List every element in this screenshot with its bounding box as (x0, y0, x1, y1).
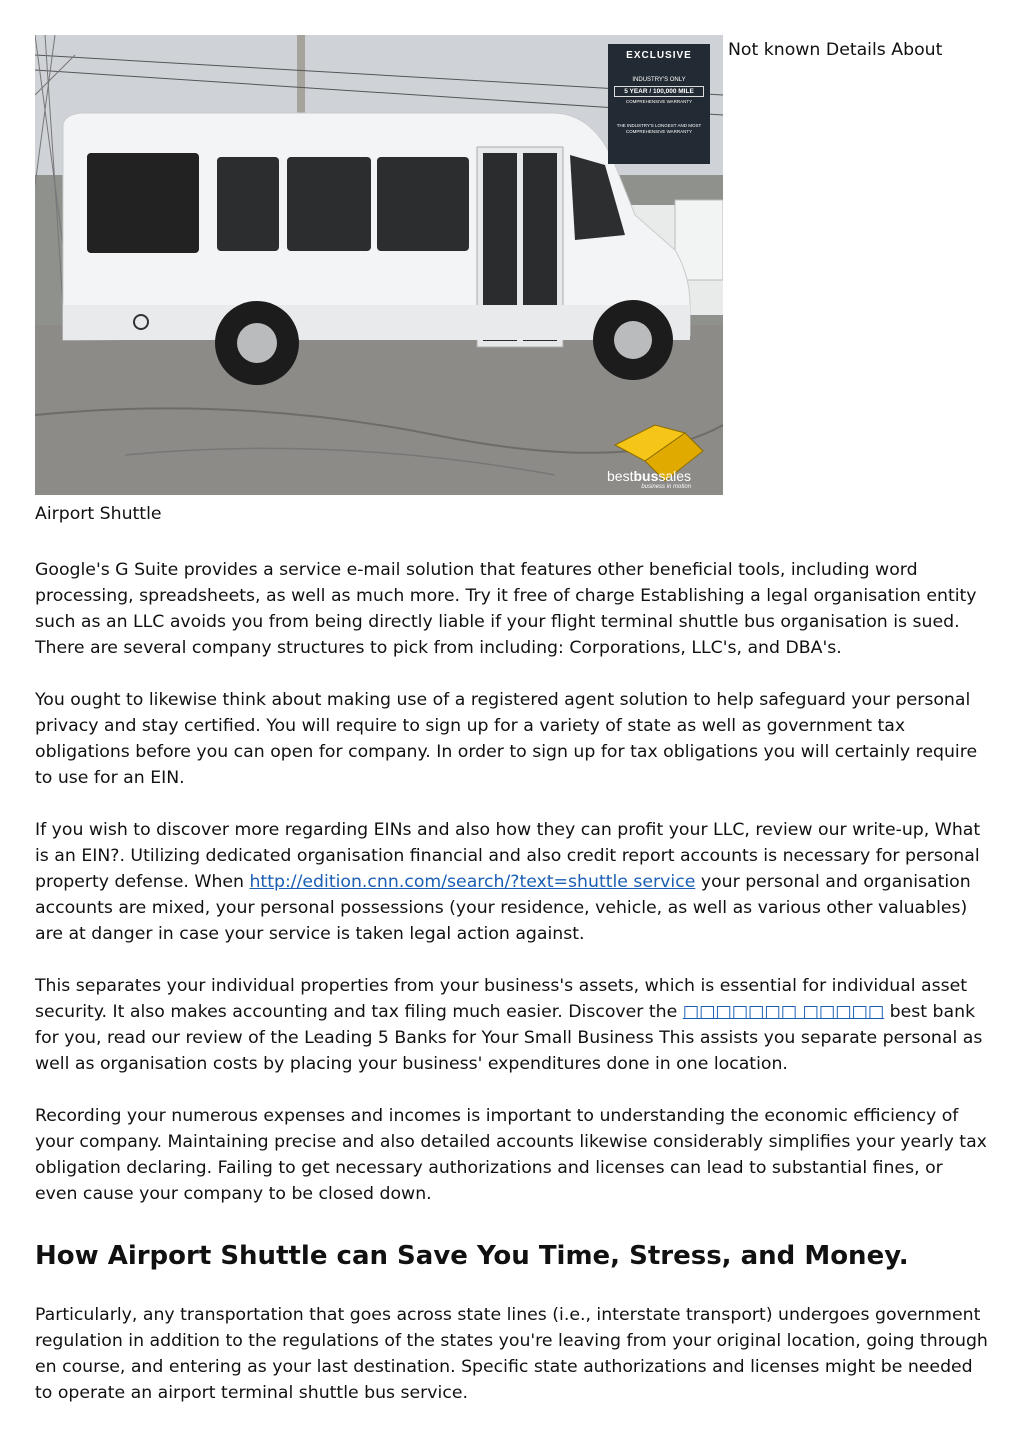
paragraph-2: You ought to likewise think about making use of a registered agent solution to help safeguard your personal privacy and stay certified. You will require to sign up for a variety of state as well as government tax obligations before you can open for company. In order to sign up for tax obligations you will certainly require to use for an EIN. (35, 690, 978, 788)
hero-row (35, 35, 990, 497)
hero-side-text: Not known Details About (728, 40, 943, 60)
brand-word-sales: sales (658, 468, 692, 484)
paragraph-4-before: This separates your individual properties from your business's assets, which is essential for individual asset security. It also makes accounting and tax filing much easier. Discover the (35, 976, 968, 1022)
warranty-badge (608, 44, 710, 164)
brand-word-best: best (607, 468, 634, 484)
badge-line3: COMPREHENSIVE WARRANTY (625, 99, 693, 104)
paragraph-4-after: best bank for you, read our review of the Leading 5 Banks for Your Small Business This assists you separate personal as well as organisation costs by placing your business' expenditures done in one location. (35, 1002, 983, 1074)
paragraph-6: Particularly, any transportation that goes across state lines (i.e., interstate transport) undergoes government regulation in addition to the regulations of the states you're leaving from your original location, going through en course, and entering as your last destination. Specific state authorizations and licenses might be needed to operate an airport terminal shuttle bus service. (35, 1305, 988, 1403)
paragraph-1: Google's G Suite provides a service e-mail solution that features other beneficial tools, including word processing, spreadsheets, as well as much more. Try it free of charge Establishing a legal organisation entity such as an LLC avoids you from being directly liable if your flight terminal shuttle bus organisation is sued. There are several company structures to pick from including: Corporations, LLC's, and DBA's. (35, 560, 977, 658)
badge-line1: INDUSTRY'S ONLY (632, 77, 686, 83)
paragraph-5: Recording your numerous expenses and incomes is important to understanding the economic efficiency of your company. Maintaining precise and also detailed accounts likewise considerably simplifies your yearly tax obligation declaring. Failing to get necessary authorizations and licenses can lead to substantial fines, or even cause your company to be closed down. (35, 1106, 987, 1204)
bank-link[interactable]: □□□□□□□ □□□□□ (682, 1002, 885, 1022)
paragraph-4 (35, 973, 990, 1077)
badge-footer: THE INDUSTRY'S LONGEST AND MOST COMPREHENSIVE WARRANTY (616, 123, 702, 134)
brand-tagline: business in motion (641, 484, 692, 490)
paragraph-3-after: your personal and organisation accounts are mixed, your personal possessions (your residence, vehicle, as well as various other valuables) are at danger in case your service is taken legal action against. (35, 872, 971, 944)
image-caption: Airport Shuttle (35, 504, 162, 524)
brand-word-bus: bus (633, 468, 659, 484)
badge-title: EXCLUSIVE (626, 50, 692, 61)
brand-logo (607, 469, 691, 491)
section-heading: How Airport Shuttle can Save You Time, Stress, and Money. (35, 1241, 909, 1271)
paragraph-3-before: If you wish to discover more regarding EINs and also how they can profit your LLC, review our write-up, What is an EIN?. Utilizing dedicated organisation financial and also credit report accounts is necessary for personal property defense. When (35, 820, 981, 892)
article (35, 35, 990, 1432)
badge-line2: 5 YEAR / 100,000 MILE (614, 86, 704, 97)
shuttle-bus-photo (35, 35, 723, 495)
paragraph-3 (35, 817, 990, 947)
cnn-search-link[interactable]: http://edition.cnn.com/search/?text=shuttle service (249, 872, 696, 892)
